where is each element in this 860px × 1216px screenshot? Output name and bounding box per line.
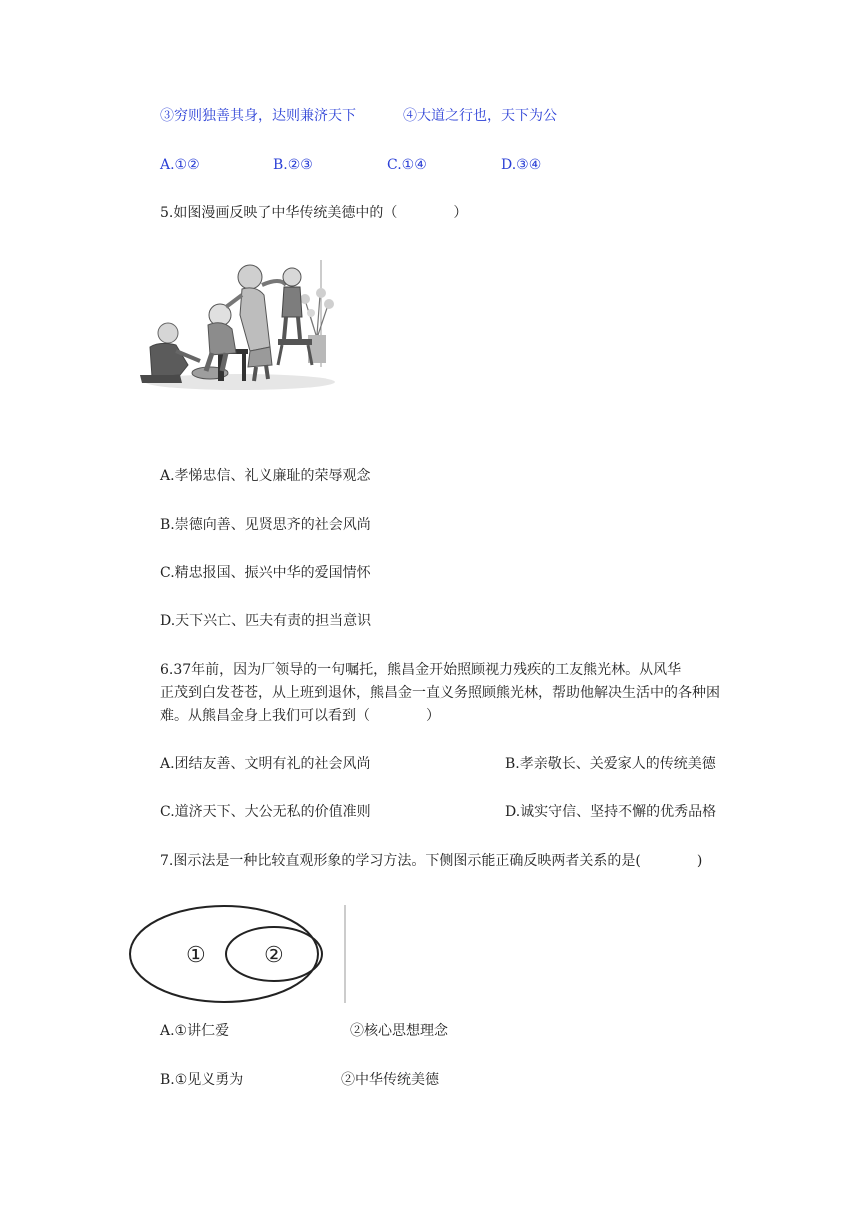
q6-stem-line-1: 6.37年前，因为厂领导的一句嘱托，熊昌金开始照顾视力残疾的工友熊光林。从风华	[160, 662, 682, 678]
q5-option-a: A.孝悌忠信、礼义廉耻的荣辱观念	[160, 468, 371, 484]
q6-option-b: B.孝亲敬长、关爱家人的传统美德	[505, 756, 716, 772]
q5-option-d: D.天下兴亡、匹夫有责的担当意识	[160, 613, 372, 629]
q4-statement-3: ③穷则独善其身，达则兼济天下	[160, 108, 356, 124]
cartoon-illustration	[130, 255, 352, 395]
q6-option-a: A.团结友善、文明有礼的社会风尚	[160, 756, 371, 772]
outer-ellipse	[130, 906, 318, 1002]
q7-option-a-part-1: A.①讲仁爱	[160, 1023, 230, 1039]
q4-option-c: C.①④	[387, 157, 427, 173]
q7-option-b-part-1: B.①见义勇为	[160, 1072, 244, 1088]
q5-option-c: C.精忠报国、振兴中华的爱国情怀	[160, 565, 371, 581]
q7-option-b-part-2: ②中华传统美德	[341, 1072, 439, 1088]
q6-option-c: C.道济天下、大公无私的价值准则	[160, 804, 371, 820]
outer-label: ①	[186, 943, 206, 968]
q4-option-d: D.③④	[501, 157, 542, 173]
venn-diagram	[128, 903, 350, 1005]
q5-stem: 5.如图漫画反映了中华传统美德中的（ ）	[160, 205, 468, 221]
q6-stem-line-2: 正茂到白发苍苍，从上班到退休，熊昌金一直义务照顾熊光林，帮助他解决生活中的各种困	[160, 685, 720, 701]
q6-stem-line-3: 难。从熊昌金身上我们可以看到（ ）	[160, 708, 440, 724]
q6-option-d: D.诚实守信、坚持不懈的优秀品格	[505, 804, 717, 820]
q7-option-a-part-2: ②核心思想理念	[350, 1023, 448, 1039]
q4-option-a: A.①②	[160, 157, 200, 173]
inner-label: ②	[264, 943, 284, 968]
q4-option-b: B.②③	[273, 157, 313, 173]
q5-option-b: B.崇德向善、见贤思齐的社会风尚	[160, 517, 371, 533]
q7-stem: 7.图示法是一种比较直观形象的学习方法。下侧图示能正确反映两者关系的是( )	[160, 853, 703, 869]
q4-statement-4: ④大道之行也，天下为公	[403, 108, 557, 124]
